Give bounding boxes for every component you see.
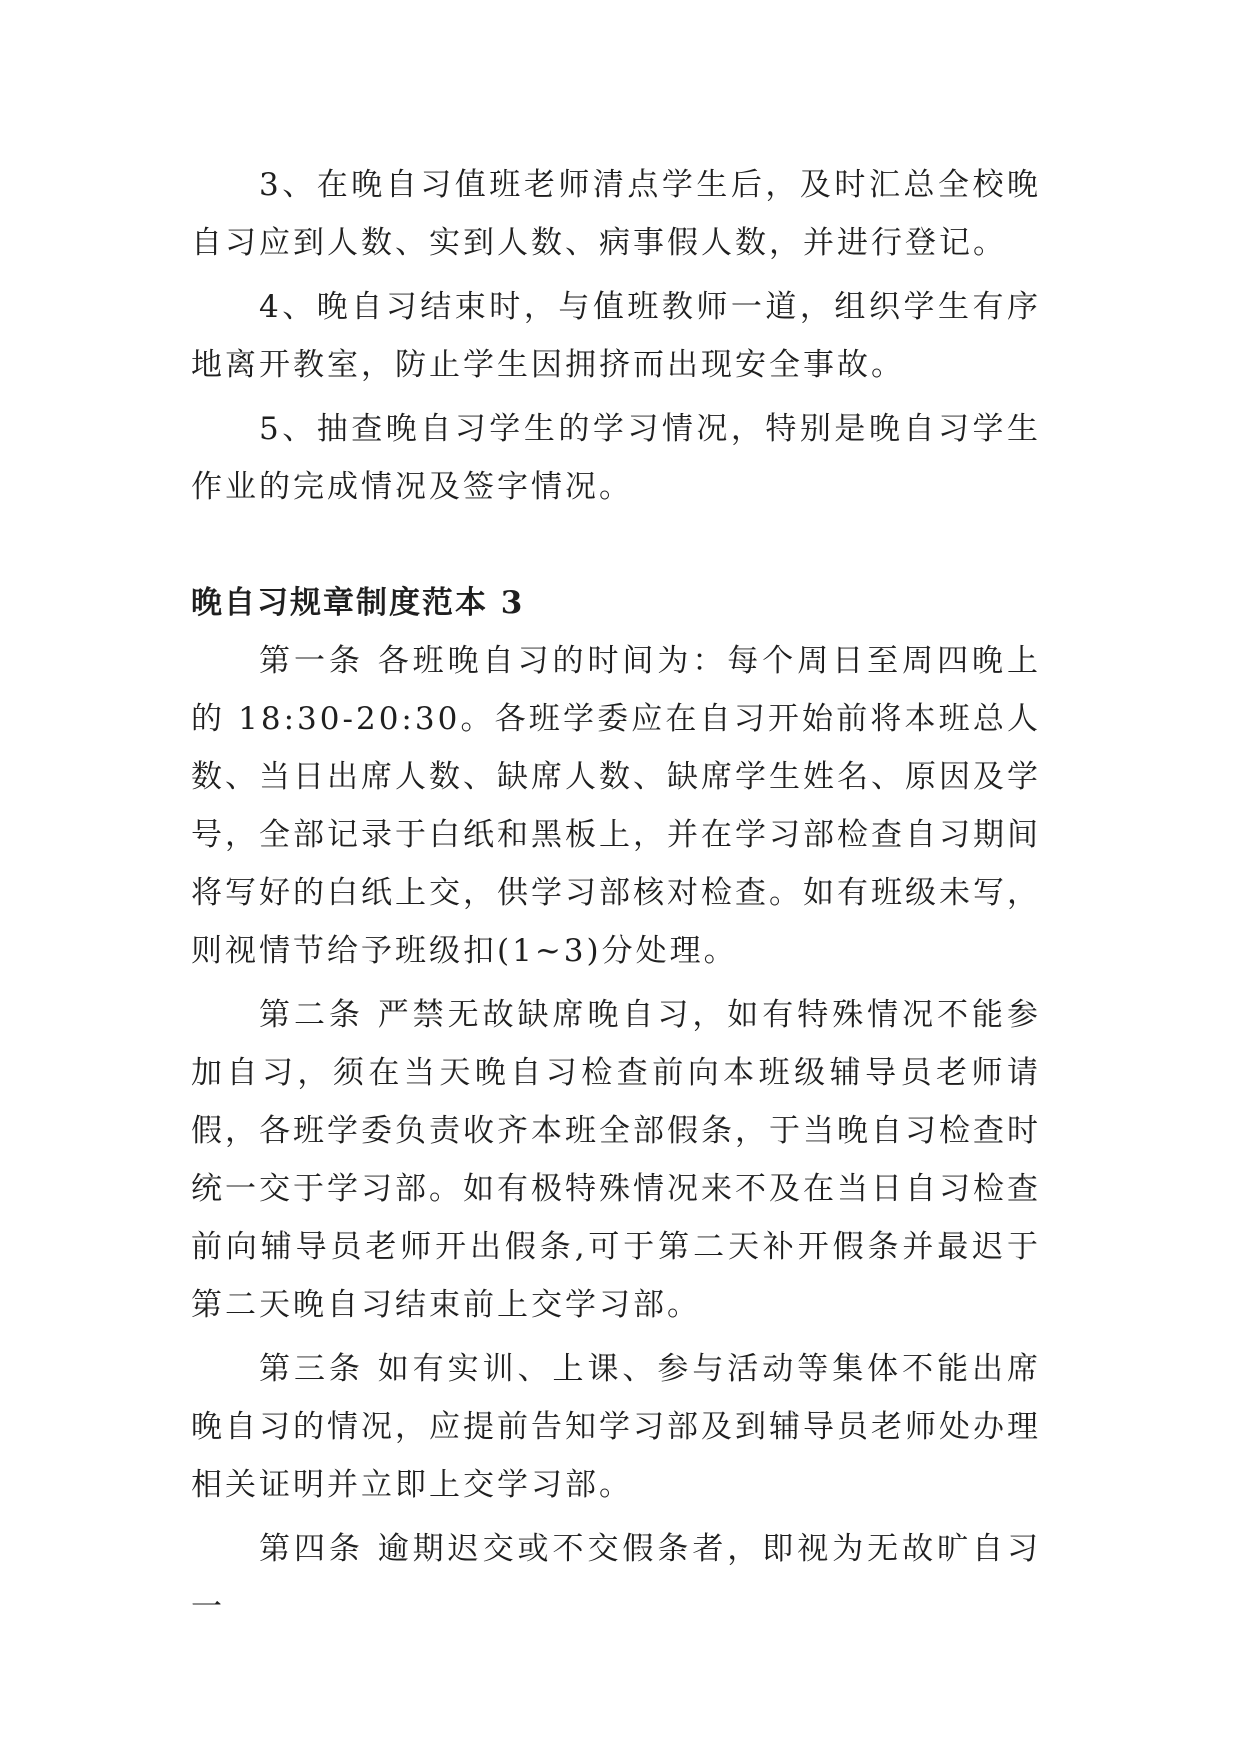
article-3: 第三条 如有实训、上课、参与活动等集体不能出席晚自习的情况，应提前告知学习部及到辅导员老师处办理相关证明并立即上交学习部。	[191, 1351, 1041, 1503]
section-gap	[191, 516, 1041, 574]
paragraph-item-4: 4、晚自习结束时，与值班教师一道，组织学生有序地离开教室，防止学生因拥挤而出现安全事故。	[191, 289, 1041, 383]
article-1: 第一条 各班晚自习的时间为：每个周日至周四晚上的 18:30-20:30。各班学委应在自习开始前将本班总人数、当日出席人数、缺席人数、缺席学生姓名、原因及学号，全部记录于白纸和黑板上，并在学习部检查自习期间将写好的白纸上交，供学习部核对检查。如有班级未写，则视情节给予班级扣(1~3)分处理。	[191, 643, 1041, 969]
section-title: 晚自习规章制度范本 3	[191, 585, 525, 621]
paragraph-item-3: 3、在晚自习值班老师清点学生后，及时汇总全校晚自习应到人数、实到人数、病事假人数，并进行登记。	[191, 167, 1041, 261]
paragraph-item-5: 5、抽查晚自习学生的学习情况，特别是晚自习学生作业的完成情况及签字情况。	[191, 411, 1041, 505]
document-content	[191, 156, 1041, 1636]
article-2: 第二条 严禁无故缺席晚自习，如有特殊情况不能参加自习，须在当天晚自习检查前向本班级辅导员老师请假，各班学委负责收齐本班全部假条，于当晚自习检查时统一交于学习部。如有极特殊情况来不及在当日自习检查前向辅导员老师开出假条,可于第二天补开假条并最迟于第二天晚自习结束前上交学习部。	[191, 997, 1041, 1323]
article-4: 第四条 逾期迟交或不交假条者，即视为无故旷自习一	[191, 1531, 1041, 1625]
